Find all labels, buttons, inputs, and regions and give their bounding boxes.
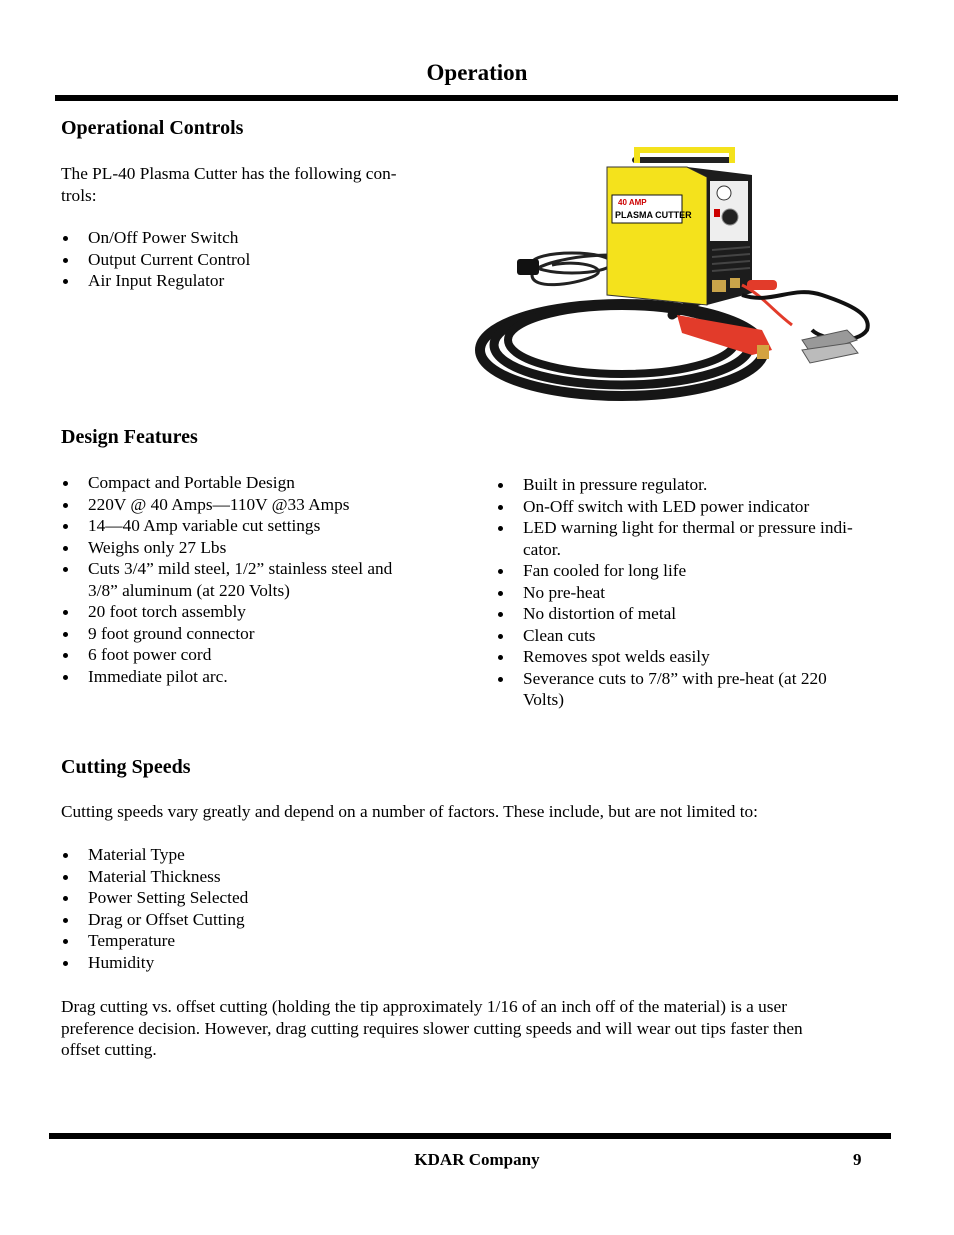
operational-controls-heading: Operational Controls bbox=[61, 117, 244, 139]
power-cord bbox=[532, 253, 612, 285]
list-item: 14—40 Amp variable cut settings bbox=[61, 515, 451, 537]
list-item: Removes spot welds easily bbox=[496, 646, 896, 668]
list-item: Material Type bbox=[61, 844, 248, 866]
cutting-speeds-intro: Cutting speeds vary greatly and depend on a number of factors. These include, but are not limited to: bbox=[61, 802, 758, 821]
list-item bbox=[496, 517, 896, 560]
list-item: On-Off switch with LED power indicator bbox=[496, 496, 896, 518]
list-item bbox=[496, 668, 896, 711]
list-item bbox=[61, 558, 451, 601]
list-item: Fan cooled for long life bbox=[496, 560, 896, 582]
cutting-speeds-list bbox=[61, 844, 248, 973]
paragraph-line: offset cutting. bbox=[61, 1040, 157, 1059]
cutting-speeds-closing bbox=[61, 996, 803, 1061]
design-features-right-list bbox=[496, 474, 896, 711]
list-item: 9 foot ground connector bbox=[61, 623, 451, 645]
machine-label-main: PLASMA CUTTER bbox=[615, 210, 692, 220]
list-item: 220V @ 40 Amps—110V @33 Amps bbox=[61, 494, 451, 516]
list-item: No pre-heat bbox=[496, 582, 896, 604]
list-item-line: Cuts 3/4” mild steel, 1/2” stainless steel and bbox=[88, 559, 393, 578]
operational-controls-intro bbox=[61, 163, 396, 206]
list-item: Power Setting Selected bbox=[61, 887, 248, 909]
list-item: 20 foot torch assembly bbox=[61, 601, 451, 623]
paragraph-line: preference decision. However, drag cutting requires slower cutting speeds and will wear out tips faster then bbox=[61, 1018, 803, 1038]
list-item: Temperature bbox=[61, 930, 248, 952]
list-item-line: LED warning light for thermal or pressure indi- bbox=[523, 518, 853, 537]
machine-label-top: 40 AMP bbox=[618, 198, 647, 207]
list-item-line: cator. bbox=[523, 539, 561, 559]
intro-line: The PL-40 Plasma Cutter has the following con- bbox=[61, 164, 397, 183]
page-title: Operation bbox=[426, 60, 528, 85]
list-item: Output Current Control bbox=[61, 249, 250, 271]
footer-company: KDAR Company bbox=[414, 1150, 540, 1169]
design-features-heading: Design Features bbox=[61, 426, 198, 448]
red-lead bbox=[742, 285, 792, 325]
list-item-line: Severance cuts to 7/8” with pre-heat (at 220 bbox=[523, 668, 827, 688]
design-features-left-list bbox=[61, 472, 451, 687]
list-item-line: 3/8” aluminum (at 220 Volts) bbox=[88, 580, 290, 600]
list-item: 6 foot power cord bbox=[61, 644, 451, 666]
ground-clamp bbox=[802, 330, 858, 363]
top-rule bbox=[55, 95, 898, 101]
list-item: No distortion of metal bbox=[496, 603, 896, 625]
bottom-rule bbox=[49, 1133, 891, 1139]
list-item: Material Thickness bbox=[61, 866, 248, 888]
list-item: Clean cuts bbox=[496, 625, 896, 647]
plasma-cutter-product-image bbox=[472, 145, 892, 407]
list-item: Compact and Portable Design bbox=[61, 472, 451, 494]
paragraph-line: Drag cutting vs. offset cutting (holding the tip approximately 1/16 of an inch off of the material) is a user bbox=[61, 997, 787, 1016]
intro-line: trols: bbox=[61, 185, 97, 205]
list-item: Humidity bbox=[61, 952, 248, 974]
list-item: Weighs only 27 Lbs bbox=[61, 537, 451, 559]
operational-controls-list bbox=[61, 227, 250, 292]
list-item: Built in pressure regulator. bbox=[496, 474, 896, 496]
power-plug bbox=[517, 259, 539, 275]
footer-page-number: 9 bbox=[853, 1150, 862, 1169]
list-item: Air Input Regulator bbox=[61, 270, 250, 292]
list-item-line: Volts) bbox=[523, 690, 564, 709]
cutting-speeds-heading: Cutting Speeds bbox=[61, 756, 191, 778]
machine-body bbox=[607, 150, 752, 305]
list-item: On/Off Power Switch bbox=[61, 227, 250, 249]
list-item: Drag or Offset Cutting bbox=[61, 909, 248, 931]
list-item: Immediate pilot arc. bbox=[61, 666, 451, 688]
